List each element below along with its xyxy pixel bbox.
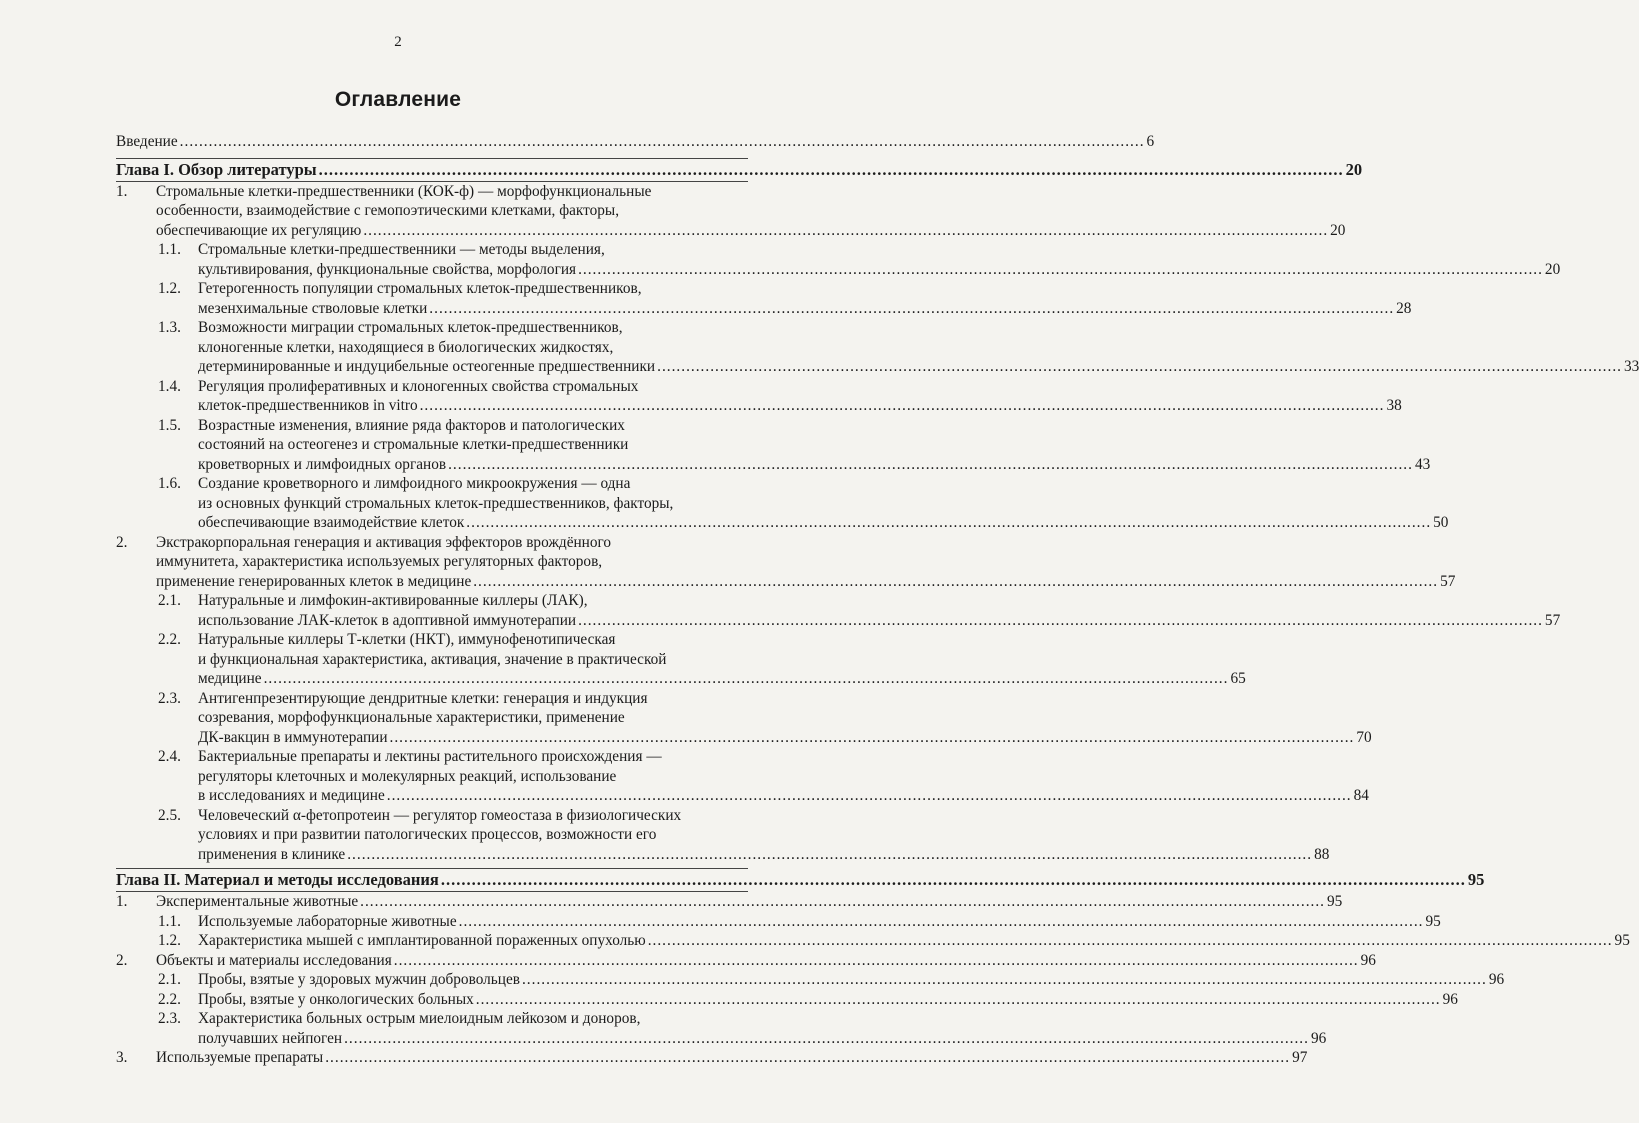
toc-entry-final-line bbox=[156, 951, 1376, 971]
toc-entry[interactable] bbox=[116, 377, 1402, 416]
toc-entry[interactable] bbox=[116, 912, 1441, 932]
toc-entry-number: 2.2. bbox=[158, 631, 181, 648]
toc-entry-number: 1.5. bbox=[158, 416, 181, 434]
toc-entry-title: ДК-вакцин в иммунотерапии bbox=[198, 728, 388, 746]
toc-entry-number: 2.4. bbox=[158, 748, 181, 765]
toc-entry-final-line bbox=[198, 357, 1639, 377]
toc-entry-final-line bbox=[116, 159, 1363, 181]
dot-leader: ........................................................................................................................................................................................................ bbox=[440, 870, 1466, 889]
toc-entry-final-line bbox=[198, 990, 1458, 1010]
toc-page-number: 57 bbox=[1440, 572, 1456, 590]
toc-entry-text-line: Экстракорпоральная генерация и активация эффекторов врождённого bbox=[156, 533, 612, 551]
toc-entry[interactable] bbox=[116, 182, 1346, 241]
dot-leader: ........................................................................................................................................................................................................ bbox=[647, 932, 1613, 949]
toc-entry-title: Характеристика мышей с имплантированной пораженных опухолью bbox=[198, 932, 646, 949]
toc-page-number: 20 bbox=[1330, 221, 1346, 239]
toc-entry-title: Объекты и материалы исследования bbox=[156, 951, 392, 969]
toc-entry-number: 1. bbox=[116, 893, 128, 910]
toc-entry-text-line: Характеристика больных острым миелоидным лейкозом и доноров, bbox=[198, 1010, 641, 1027]
toc-entry-title: обеспечивающие взаимодействие клеток bbox=[198, 514, 465, 531]
toc-entry-text-line: условиях и при развитии патологических процессов, возможности его bbox=[198, 826, 657, 843]
toc-entry[interactable] bbox=[116, 318, 1639, 377]
toc-page-number: 70 bbox=[1356, 728, 1372, 746]
toc-entry-final-line bbox=[198, 513, 1449, 533]
dot-leader: ........................................................................................................................................................................................................ bbox=[318, 159, 1344, 179]
toc-entry-text-line: состояний на остеогенез и стромальные клетки-предшественники bbox=[198, 436, 629, 453]
toc-page-number: 28 bbox=[1396, 299, 1412, 317]
toc-entry-number: 2.1. bbox=[158, 971, 181, 988]
toc-entry-text-line: Возрастные изменения, влияние ряда факторов и патологических bbox=[198, 416, 625, 434]
dot-leader: ........................................................................................................................................................................................................ bbox=[657, 358, 1622, 375]
toc-entry-number: 1.3. bbox=[158, 319, 181, 336]
toc-entry-final-line bbox=[198, 728, 1372, 748]
toc-page-number: 96 bbox=[1442, 990, 1458, 1008]
toc-entry-title: мезенхимальные стволовые клетки bbox=[198, 299, 428, 317]
dot-leader: ........................................................................................................................................................................................................ bbox=[263, 670, 1229, 687]
toc-page-number: 6 bbox=[1146, 133, 1155, 150]
toc-intro-entry[interactable] bbox=[116, 132, 1155, 152]
toc-entry[interactable] bbox=[116, 474, 1449, 533]
toc-page-number: 96 bbox=[1310, 1029, 1327, 1047]
dot-leader: ........................................................................................................................................................................................................ bbox=[344, 1029, 1309, 1047]
toc-entry-final-line bbox=[116, 132, 1155, 152]
toc-chapter-entry[interactable] bbox=[116, 868, 1485, 892]
toc-entry[interactable] bbox=[116, 240, 1561, 279]
toc-entry-final-line bbox=[156, 572, 1456, 592]
toc-entry-text-line: иммунитета, характеристика используемых регуляторных факторов, bbox=[156, 553, 603, 570]
toc-page-number: 65 bbox=[1230, 670, 1246, 687]
toc-page-number: 95 bbox=[1425, 912, 1441, 930]
toc-entry-number: 1.2. bbox=[158, 280, 181, 297]
toc-entry[interactable] bbox=[116, 1009, 1327, 1048]
toc-entry-text-line: Стромальные клетки-предшественники (КОК-ф) — морфофункциональные bbox=[156, 182, 652, 200]
toc-entry-text-line: Антигенпрезентирующие дендритные клетки: генерация и индукция bbox=[198, 689, 648, 707]
dot-leader: ........................................................................................................................................................................................................ bbox=[578, 260, 1543, 278]
toc-page-number: 95 bbox=[1614, 932, 1630, 949]
toc-entry-number: 2.3. bbox=[158, 1010, 181, 1027]
toc-entry-title: Используемые препараты bbox=[156, 1049, 324, 1066]
dot-leader: ........................................................................................................................................................................................................ bbox=[448, 455, 1413, 473]
dot-leader: ........................................................................................................................................................................................................ bbox=[521, 971, 1487, 988]
toc-entry-text-line: Гетерогенность популяции стромальных клеток-предшественников, bbox=[198, 280, 642, 297]
toc-entry-number: 3. bbox=[116, 1049, 128, 1066]
toc-entry-title: Пробы, взятые у онкологических больных bbox=[198, 990, 474, 1008]
dot-leader: ........................................................................................................................................................................................................ bbox=[389, 728, 1355, 746]
toc-entry-final-line bbox=[198, 912, 1441, 932]
toc-page-number: 43 bbox=[1414, 455, 1431, 473]
toc-entry-title: использование ЛАК-клеток в адоптивной иммунотерапии bbox=[198, 611, 577, 629]
toc-entry-final-line bbox=[198, 786, 1369, 806]
toc-entry-final-line bbox=[116, 869, 1485, 891]
page-number: 2 bbox=[394, 34, 402, 50]
toc-entry-text-line: и функциональная характеристика, активация, значение в практической bbox=[198, 650, 667, 668]
dot-leader: ........................................................................................................................................................................................................ bbox=[466, 514, 1432, 531]
toc-page-number: 95 bbox=[1327, 893, 1343, 910]
toc-entry-title: медицине bbox=[198, 670, 262, 687]
toc-entry[interactable] bbox=[116, 689, 1372, 748]
toc-page-number: 33 bbox=[1623, 358, 1639, 375]
toc-page-number: 96 bbox=[1488, 971, 1505, 988]
toc-entry-text-line: Создание кроветворного и лимфоидного микроокружения — одна bbox=[198, 475, 631, 492]
toc-entry-number: 2.1. bbox=[158, 592, 181, 609]
toc-entry-text-line: Натуральные киллеры Т-клетки (НКТ), иммунофенотипическая bbox=[198, 631, 616, 648]
toc-entry[interactable] bbox=[116, 990, 1458, 1010]
table-of-contents bbox=[116, 132, 1639, 1068]
toc-entry[interactable] bbox=[116, 806, 1330, 865]
toc-entry-final-line bbox=[156, 221, 1346, 241]
toc-entry-number: 2.2. bbox=[158, 990, 181, 1008]
dot-leader: ........................................................................................................................................................................................................ bbox=[419, 397, 1385, 414]
toc-entry-text-line: Бактериальные препараты и лектины растительного происхождения — bbox=[198, 748, 662, 765]
toc-entry-text-line: регуляторы клеточных и молекулярных реакций, использование bbox=[198, 767, 617, 785]
toc-entry-title: в исследованиях и медицине bbox=[198, 787, 385, 804]
toc-entry[interactable] bbox=[116, 533, 1456, 592]
dot-leader: ........................................................................................................................................................................................................ bbox=[347, 845, 1313, 863]
toc-entry-number: 1.2. bbox=[158, 932, 181, 949]
toc-page-number: 88 bbox=[1314, 845, 1330, 863]
toc-entry-final-line bbox=[198, 455, 1431, 475]
toc-page-number: 84 bbox=[1353, 787, 1369, 804]
toc-page-number: 57 bbox=[1544, 611, 1561, 629]
toc-entry-text-line: Натуральные и лимфокин-активированные киллеры (ЛАК), bbox=[198, 592, 588, 609]
toc-entry-title: клеток-предшественников in vitro bbox=[198, 397, 418, 414]
toc-entry-final-line bbox=[198, 260, 1561, 280]
toc-entry-title: Пробы, взятые у здоровых мужчин добровольцев bbox=[198, 971, 520, 988]
toc-entry-number: 1.1. bbox=[158, 912, 181, 930]
toc-entry-title: детерминированные и индуцибельные остеогенные предшественники bbox=[198, 358, 656, 375]
toc-entry-text-line: созревания, морфофункциональные характеристики, применение bbox=[198, 709, 625, 726]
toc-page-number: 50 bbox=[1433, 514, 1449, 531]
toc-entry-final-line bbox=[198, 1029, 1327, 1049]
dot-leader: ........................................................................................................................................................................................................ bbox=[179, 133, 1145, 150]
toc-entry[interactable] bbox=[116, 416, 1431, 475]
toc-entry-number: 2. bbox=[116, 951, 128, 969]
toc-entry[interactable] bbox=[116, 1048, 1308, 1068]
dot-leader: ........................................................................................................................................................................................................ bbox=[386, 787, 1352, 804]
toc-entry-title: применения в клинике bbox=[198, 845, 346, 863]
toc-entry-text-line: клоногенные клетки, находящиеся в биологических жидкостях, bbox=[198, 338, 614, 356]
toc-entry-title: Глава II. Материал и методы исследования bbox=[116, 870, 439, 889]
toc-page-number: 97 bbox=[1292, 1049, 1308, 1066]
toc-entry-number: 1. bbox=[116, 182, 128, 200]
toc-entry-title: Глава I. Обзор литературы bbox=[116, 159, 317, 179]
toc-entry[interactable] bbox=[116, 591, 1561, 630]
toc-entry-final-line bbox=[156, 1048, 1308, 1068]
toc-entry-final-line bbox=[198, 299, 1412, 319]
toc-entry-final-line bbox=[198, 611, 1561, 631]
toc-chapter-entry[interactable] bbox=[116, 158, 1363, 182]
toc-entry-title: обеспечивающие их регуляцию bbox=[156, 221, 362, 239]
toc-entry[interactable] bbox=[116, 630, 1246, 689]
toc-entry[interactable] bbox=[116, 747, 1369, 806]
dot-leader: ........................................................................................................................................................................................................ bbox=[578, 611, 1543, 629]
toc-entry[interactable] bbox=[116, 892, 1343, 912]
toc-entry-text-line: из основных функций стромальных клеток-предшественников, факторы, bbox=[198, 494, 674, 512]
toc-entry-final-line bbox=[198, 396, 1402, 416]
toc-entry-title: Экспериментальные животные bbox=[156, 893, 359, 910]
toc-entry-text-line: особенности, взаимодействие с гемопоэтическими клетками, факторы, bbox=[156, 202, 620, 219]
toc-entry-title: применение генерированных клеток в медицине bbox=[156, 572, 472, 590]
toc-entry-number: 1.4. bbox=[158, 377, 181, 395]
dot-leader: ........................................................................................................................................................................................................ bbox=[429, 299, 1395, 317]
dot-leader: ........................................................................................................................................................................................................ bbox=[475, 990, 1441, 1008]
toc-entry[interactable] bbox=[116, 279, 1412, 318]
toc-entry-text-line: Возможности миграции стромальных клеток-предшественников, bbox=[198, 319, 623, 336]
toc-entry-number: 1.1. bbox=[158, 241, 181, 258]
toc-entry-text-line: Стромальные клетки-предшественники — методы выделения, bbox=[198, 241, 605, 258]
toc-entry[interactable] bbox=[116, 931, 1630, 951]
toc-entry[interactable] bbox=[116, 951, 1376, 971]
toc-entry-title: Введение bbox=[116, 133, 178, 150]
dot-leader: ........................................................................................................................................................................................................ bbox=[360, 893, 1325, 910]
toc-entry-final-line bbox=[198, 970, 1505, 990]
toc-entry-number: 2. bbox=[116, 533, 128, 551]
toc-entry-number: 1.6. bbox=[158, 475, 181, 492]
dot-leader: ........................................................................................................................................................................................................ bbox=[458, 912, 1424, 930]
toc-entry-title: культивирования, функциональные свойства, морфология bbox=[198, 260, 577, 278]
toc-entry-text-line: Человеческий α-фетопротеин — регулятор гомеостаза в физиологических bbox=[198, 806, 682, 824]
toc-entry-title: получавших нейпоген bbox=[198, 1029, 343, 1047]
dot-leader: ........................................................................................................................................................................................................ bbox=[325, 1049, 1291, 1066]
dot-leader: ........................................................................................................................................................................................................ bbox=[393, 951, 1359, 969]
toc-page-number: 96 bbox=[1360, 951, 1376, 969]
toc-entry-final-line bbox=[198, 669, 1246, 689]
toc-page-number: 38 bbox=[1386, 397, 1402, 414]
toc-entry-final-line bbox=[198, 931, 1630, 951]
toc-entry-number: 2.3. bbox=[158, 689, 181, 707]
toc-entry-text-line: Регуляция пролиферативных и клоногенных свойства стромальных bbox=[198, 377, 639, 395]
dot-leader: ........................................................................................................................................................................................................ bbox=[473, 572, 1439, 590]
dot-leader: ........................................................................................................................................................................................................ bbox=[363, 221, 1329, 239]
toc-page-number: 20 bbox=[1345, 159, 1363, 179]
toc-entry-number: 2.5. bbox=[158, 806, 181, 824]
toc-entry-title: Используемые лабораторные животные bbox=[198, 912, 457, 930]
toc-page-number: 20 bbox=[1544, 260, 1561, 278]
toc-entry-title: кроветворных и лимфоидных органов bbox=[198, 455, 447, 473]
toc-entry-final-line bbox=[156, 892, 1343, 912]
toc-page-number: 95 bbox=[1467, 870, 1485, 889]
toc-entry[interactable] bbox=[116, 970, 1505, 990]
toc-entry-final-line bbox=[198, 845, 1330, 865]
toc-title: Оглавление bbox=[334, 88, 462, 111]
